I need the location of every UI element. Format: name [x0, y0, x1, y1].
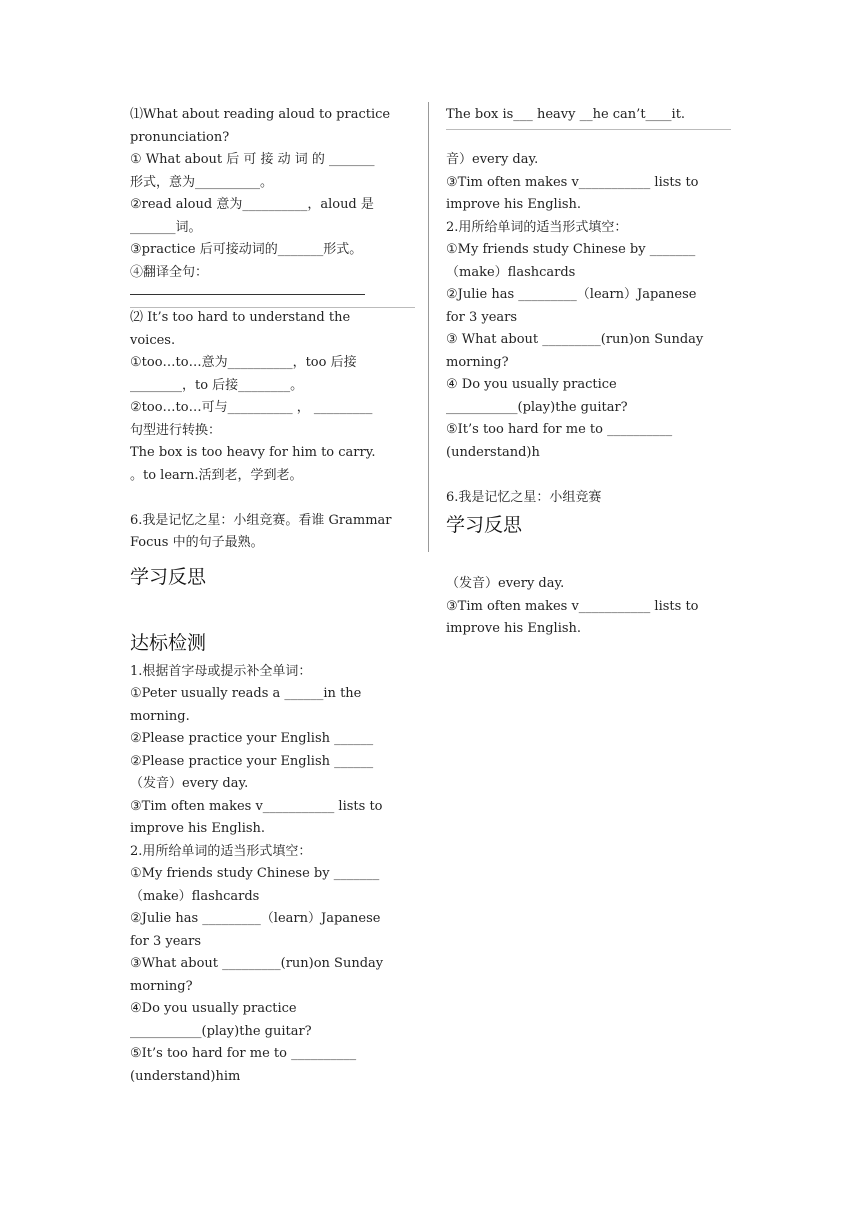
question-2-title-cont: voices. [130, 332, 176, 348]
right-column [446, 104, 731, 641]
test-heading: 达标检测 [130, 631, 207, 654]
example-sentence: The box is too heavy for him to carry. [130, 445, 376, 460]
right-test-2d: ④ Do you usually practice [446, 377, 617, 392]
test-1-instruction: 1.根据首字母或提示补全单词： [130, 663, 312, 679]
proverb: 。to learn.活到老，学到老。 [130, 467, 303, 483]
right-test-2b-cont: for 3 years [446, 309, 518, 325]
right-test-2c: ③ What about _________(run)on Sunday [446, 332, 704, 347]
question-1-title-cont: pronunciation? [130, 129, 230, 145]
every-day-line: 音）every day. [446, 152, 539, 167]
right-test-2e-cont: (understand)h [446, 444, 540, 460]
question-1-title: ⑴What about reading aloud to practice [130, 107, 391, 122]
question-1d: ④翻译全句： [130, 264, 209, 280]
test-2b: ②Julie has _________（learn）Japanese [130, 911, 381, 926]
tim-line: ③Tim often makes v___________ lists to [446, 174, 699, 190]
right-test-2e: ⑤It’s too hard for me to __________ [446, 422, 673, 437]
test-1b-repeat: ②Please practice your English ______ [130, 753, 374, 769]
question-1a-cont: 形式，意为__________。 [130, 174, 274, 190]
right-test-2d-cont: ___________(play)the guitar? [446, 399, 628, 415]
test-1b-cont: （发音）every day. [130, 776, 249, 791]
question-2-title: ⑵ It’s too hard to understand the [130, 310, 351, 325]
question-2a-cont: ________，to 后接________。 [130, 377, 304, 393]
right-tim-line-cont: improve his English. [446, 621, 582, 636]
question-2b-cont: 句型进行转换： [130, 422, 222, 438]
right-reflection-heading: 学习反思 [446, 514, 523, 536]
test-2c: ③What about _________(run)on Sunday [130, 956, 384, 971]
column-divider [428, 102, 429, 552]
test-1a-cont: morning. [130, 708, 190, 724]
test-2d: ④Do you usually practice [130, 1001, 297, 1016]
test-2b-cont: for 3 years [130, 933, 202, 949]
right-test-2a: ①My friends study Chinese by _______ [446, 242, 696, 257]
question-2b: ②too…to…可与__________ ， _________ [130, 400, 373, 415]
question-1c: ③practice 后可接动词的_______形式。 [130, 242, 363, 257]
test-1c: ③Tim often makes v___________ lists to [130, 798, 383, 814]
box-sentence: The box is___ heavy __he can’t____it. [446, 107, 686, 122]
right-test-2b: ②Julie has _________（learn）Japanese [446, 287, 697, 302]
question-1a: ① What about 后 可 接 动 词 的 _______ [130, 152, 375, 167]
right-test-2c-cont: morning? [446, 354, 509, 370]
test-1b: ②Please practice your English ______ [130, 731, 374, 746]
test-2c-cont: morning? [130, 978, 193, 994]
answer-line [130, 284, 365, 295]
right-section-6: 6.我是记忆之星：小组竞赛 [446, 489, 602, 505]
test-2e-cont: (understand)him [130, 1068, 241, 1084]
right-tim-line: ③Tim often makes v___________ lists to [446, 598, 699, 614]
question-1b-cont: _______词。 [130, 219, 202, 235]
right-every-day: （发音）every day. [446, 576, 565, 591]
test-2a: ①My friends study Chinese by _______ [130, 866, 380, 881]
question-2a: ①too…to…意为__________，too 后接 [130, 355, 357, 370]
test-1c-cont: improve his English. [130, 821, 266, 836]
test-2d-cont: ___________(play)the guitar? [130, 1023, 312, 1039]
section-6-cont: Focus 中的句子最熟。 [130, 535, 264, 550]
tim-line-cont: improve his English. [446, 197, 582, 212]
question-1b: ②read aloud 意为__________，aloud 是 [130, 197, 374, 212]
test-1a: ①Peter usually reads a ______in the [130, 686, 362, 701]
right-test-2-instruction: 2.用所给单词的适当形式填空： [446, 219, 628, 235]
left-column [130, 104, 415, 1088]
test-2e: ⑤It’s too hard for me to __________ [130, 1046, 357, 1061]
right-test-2a-cont: （make）flashcards [446, 264, 576, 280]
test-2-instruction: 2.用所给单词的适当形式填空： [130, 843, 312, 859]
reflection-heading: 学习反思 [130, 565, 207, 588]
section-6: 6.我是记忆之星：小组竞赛。看谁 Grammar [130, 512, 392, 528]
test-2a-cont: （make）flashcards [130, 888, 260, 904]
